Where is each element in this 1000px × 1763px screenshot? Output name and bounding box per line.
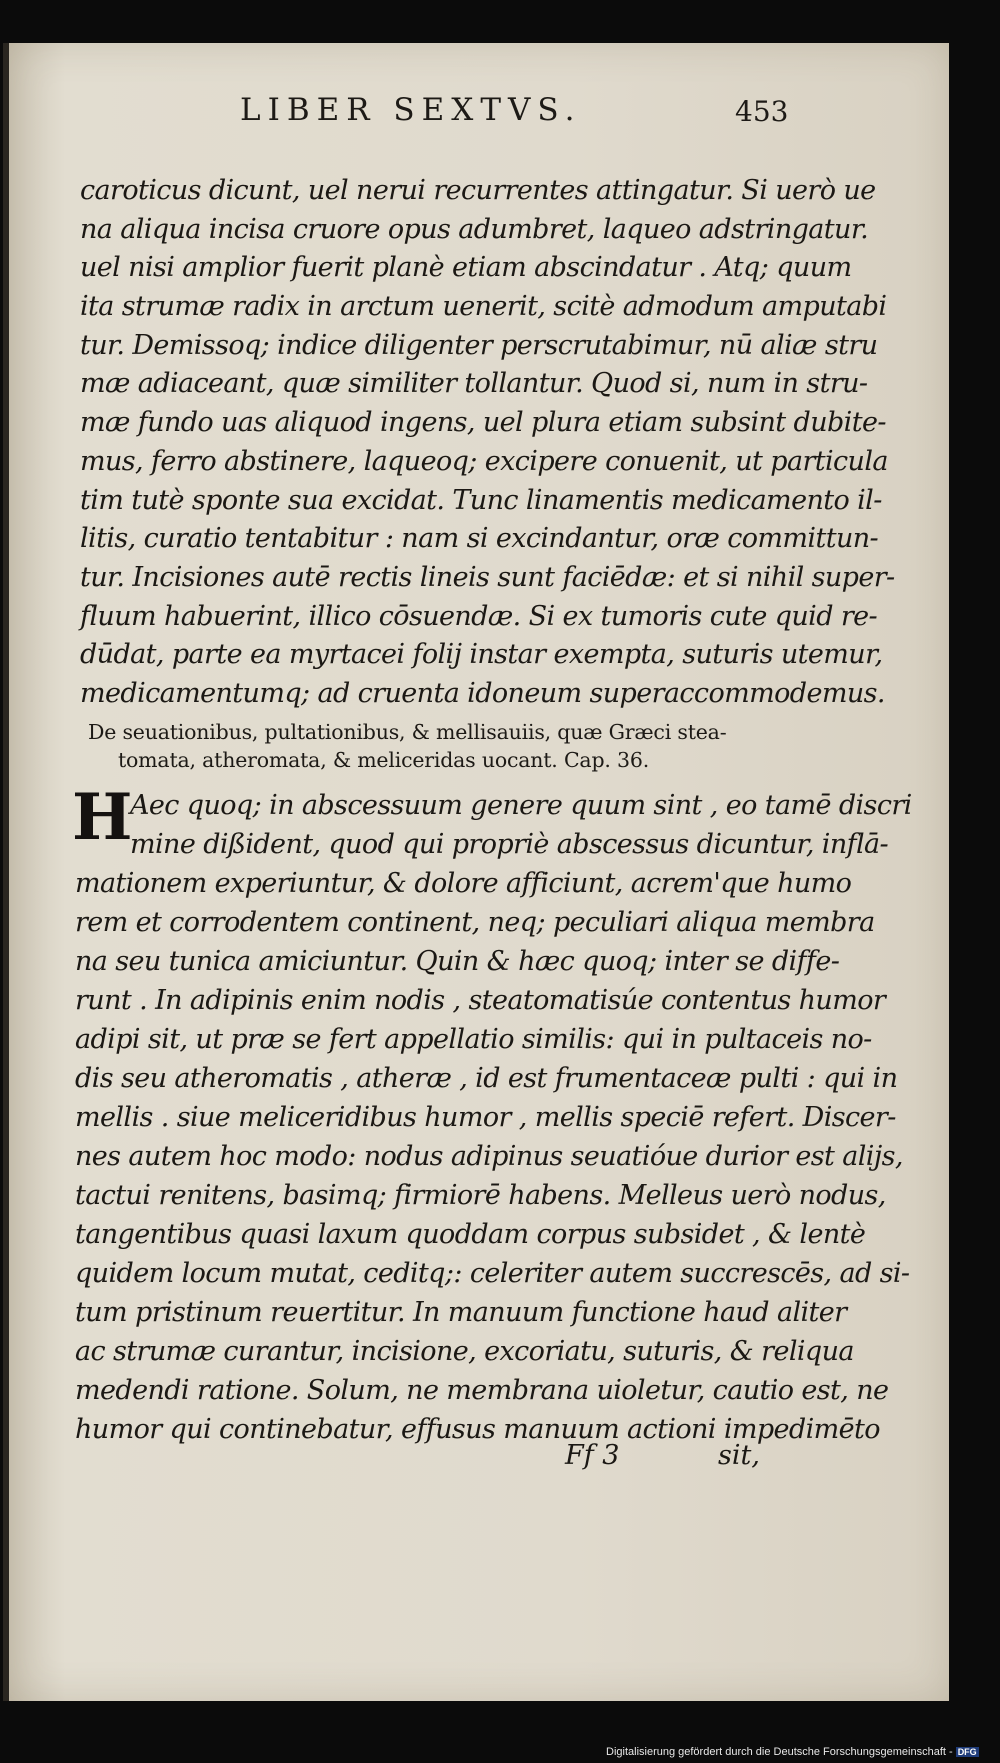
text-line: runt . In adipinis enim nodis , steatomatisúe contentus humor — [75, 985, 886, 1016]
catchword: sit, — [718, 1440, 760, 1471]
text-line: mæ fundo uas aliquod ingens, uel plura etiam subsint dubite- — [80, 407, 886, 439]
page-number: 453 — [735, 95, 789, 128]
text-line: mellis . siue meliceridibus humor , mellis speciē refert. Discer- — [75, 1102, 896, 1133]
chapter-heading — [88, 718, 726, 774]
text-line: uel nisi amplior fuerit planè etiam abscindatur . Atq; quum — [80, 252, 852, 284]
text-line: caroticus dicunt, uel nerui recurrentes attingatur. Si uerò ue — [80, 175, 876, 206]
text-line: nes autem hoc modo: nodus adipinus seuatióue durior est alijs, — [75, 1141, 903, 1172]
text-line: fluum habuerint, illico cōsuendæ. Si ex tumoris cute quid re- — [80, 600, 878, 632]
dfg-logo: DFG — [957, 1747, 977, 1757]
text-line: tur. Demissoq; indice diligenter perscrutabimur, nū aliæ stru — [80, 329, 878, 361]
text-line: na aliqua incisa cruore opus adumbret, laqueo adstringatur. — [80, 213, 869, 245]
text-line: adipi sit, ut præ se fert appellatio similis: qui in pultaceis no- — [75, 1024, 872, 1055]
running-title: LIBER SEXTVS. — [240, 92, 582, 128]
paragraph-1 — [80, 172, 895, 714]
text-line: tangentibus quasi laxum quoddam corpus subsidet , & lentè — [75, 1219, 866, 1250]
text-line: medendi ratione. Solum, ne membrana uioletur, cautio est, ne — [75, 1375, 889, 1406]
text-line: mæ adiaceant, quæ similiter tollantur. Quod si, num in stru- — [80, 368, 868, 400]
text-line: Aec quoq; in abscessuum genere quum sint , eo tamē discri — [130, 790, 912, 821]
paragraph-2 — [75, 787, 912, 1450]
signature-mark: Ff 3 — [565, 1440, 620, 1471]
text-line: dūdat, parte ea myrtacei folij instar exempta, suturis utemur, — [80, 639, 883, 671]
text-line: ac strumæ curantur, incisione, excoriatu, suturis, & reliqua — [75, 1336, 854, 1367]
text-line: tur. Incisiones autē rectis lineis sunt faciēdæ: et si nihil super- — [80, 561, 895, 593]
text-line: tim tutè sponte sua excidat. Tunc linamentis medicamento il- — [80, 484, 882, 516]
text-line: na seu tunica amiciuntur. Quin & hæc quoq; inter se diffe- — [75, 946, 840, 977]
text-line: mus, ferro abstinere, laqueoq; excipere conuenit, ut particula — [80, 445, 888, 477]
heading-line: De seuationibus, pultationibus, & mellisauiis, quæ Græci stea- — [88, 720, 727, 744]
text-line: ita strumæ radix in arctum uenerit, scitè admodum amputabi — [80, 291, 887, 323]
text-line: tum pristinum reuertitur. In manuum functione haud aliter — [75, 1297, 847, 1328]
text-line: dis seu atheromatis , atheræ , id est frumentaceæ pulti : qui in — [75, 1063, 898, 1094]
text-line: mationem experiuntur, & dolore afficiunt, acrem'que humo — [75, 868, 852, 899]
heading-line: tomata, atheromata, & meliceridas uocant. Cap. 36. — [118, 748, 650, 772]
digitization-credit — [606, 1746, 979, 1758]
text-line: litis, curatio tentabitur : nam si excindantur, oræ committun- — [80, 523, 879, 555]
text-line: quidem locum mutat, ceditq;: celeriter autem succrescēs, ad si- — [75, 1258, 910, 1289]
drop-capital: H — [72, 780, 133, 855]
text-line: mine dißident, quod qui propriè abscessus dicuntur, inflā- — [130, 829, 889, 860]
text-line: tactui renitens, basimq; firmiorē habens. Melleus uerò nodus, — [75, 1180, 886, 1211]
text-line: medicamentumq; ad cruenta idoneum superaccommodemus. — [80, 677, 885, 709]
text-line: rem et corrodentem continent, neq; peculiari aliqua membra — [75, 907, 875, 938]
credit-text: Digitalisierung gefördert durch die Deutsche Forschungsgemeinschaft - — [606, 1746, 953, 1758]
text-line: humor qui continebatur, effusus manuum actioni impedimēto — [75, 1414, 880, 1445]
